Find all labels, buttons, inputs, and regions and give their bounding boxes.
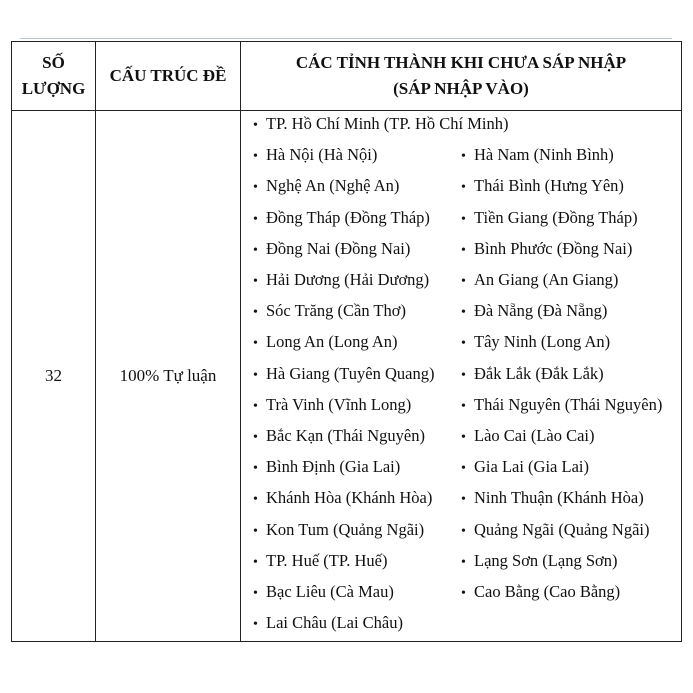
province-item	[461, 208, 638, 230]
bullet-icon: •	[461, 586, 466, 601]
province-item	[253, 176, 399, 198]
header-count-line2: LƯỢNG	[21, 79, 86, 98]
province-label: Khánh Hòa (Khánh Hòa)	[266, 488, 433, 508]
cell-count: 32	[12, 111, 96, 642]
province-label: Tây Ninh (Long An)	[474, 332, 611, 352]
header-provinces-line1: CÁC TỈNH THÀNH KHI CHƯA SÁP NHẬP	[295, 53, 627, 72]
bullet-icon: •	[253, 398, 258, 414]
header-provinces	[241, 42, 682, 111]
province-item	[461, 488, 644, 510]
province-item	[461, 239, 632, 261]
bullet-icon: •	[253, 180, 258, 196]
bullet-icon: •	[253, 336, 258, 352]
province-item	[461, 301, 607, 323]
province-label: Ninh Thuận (Khánh Hòa)	[474, 488, 644, 508]
bullet-icon: •	[461, 398, 466, 414]
bullet-icon: •	[461, 274, 466, 289]
bullet-icon: •	[461, 242, 466, 258]
bullet-icon: •	[461, 554, 466, 570]
bullet-icon: •	[461, 523, 466, 539]
province-label: Đà Nẵng (Đà Nẵng)	[474, 301, 608, 321]
province-item	[461, 426, 595, 448]
province-label: Đồng Tháp (Đồng Tháp)	[266, 207, 430, 227]
province-label: Thái Nguyên (Thái Nguyên)	[474, 394, 663, 414]
province-item	[461, 582, 620, 604]
province-label: Đắk Lắk (Đắk Lắk)	[474, 363, 604, 383]
province-label: Hà Nam (Ninh Bình)	[474, 145, 614, 165]
province-label: Bình Phước (Đồng Nai)	[474, 238, 633, 258]
province-label: Bắc Kạn (Thái Nguyên)	[266, 426, 425, 445]
province-label: Quảng Ngãi (Quảng Ngãi)	[474, 519, 650, 539]
province-label: Hà Giang (Tuyên Quang)	[266, 363, 435, 383]
province-item	[253, 426, 425, 448]
province-label: Lào Cai (Lào Cai)	[474, 426, 595, 445]
province-item	[461, 176, 624, 198]
province-label: Kon Tum (Quảng Ngãi)	[266, 519, 425, 539]
province-item	[253, 114, 509, 136]
bullet-icon: •	[461, 430, 466, 445]
header-count-line1: SỐ	[42, 53, 65, 72]
bullet-icon: •	[253, 617, 258, 633]
province-label: Bạc Liêu (Cà Mau)	[266, 582, 394, 601]
bullet-icon: •	[461, 180, 466, 196]
province-item	[253, 551, 387, 573]
province-item	[253, 457, 400, 479]
province-item	[253, 301, 406, 323]
bullet-icon: •	[253, 523, 258, 539]
bullet-icon: •	[253, 461, 258, 477]
top-divider	[20, 38, 672, 39]
province-item	[253, 145, 377, 167]
province-label: Lạng Sơn (Lạng Sơn)	[474, 550, 618, 570]
province-item	[253, 520, 424, 542]
province-label: Thái Bình (Hưng Yên)	[474, 176, 624, 196]
bullet-icon: •	[461, 149, 466, 165]
bullet-icon: •	[253, 274, 258, 289]
province-label: An Giang (An Giang)	[474, 270, 619, 289]
province-item	[253, 364, 435, 386]
province-label: Trà Vinh (Vĩnh Long)	[266, 394, 412, 414]
province-item	[461, 551, 617, 573]
bullet-icon: •	[253, 149, 258, 165]
province-item	[253, 395, 411, 417]
province-item	[253, 488, 432, 510]
province-list	[241, 111, 681, 641]
bullet-icon: •	[253, 211, 258, 227]
cell-provinces	[241, 111, 682, 642]
province-label: Sóc Trăng (Cần Thơ)	[266, 301, 406, 321]
bullet-icon: •	[461, 461, 466, 477]
province-label: Gia Lai (Gia Lai)	[474, 457, 589, 477]
cell-structure: 100% Tự luận	[96, 111, 241, 642]
bullet-icon: •	[461, 305, 466, 321]
province-label: Tiền Giang (Đồng Tháp)	[474, 207, 638, 227]
bullet-icon: •	[253, 118, 258, 133]
province-label: Đồng Nai (Đồng Nai)	[266, 238, 411, 258]
bullet-icon: •	[253, 242, 258, 258]
province-label: Bình Định (Gia Lai)	[266, 457, 401, 477]
bullet-icon: •	[253, 554, 258, 570]
province-label: Lai Châu (Lai Châu)	[266, 613, 403, 633]
province-label: Hải Dương (Hải Dương)	[266, 270, 430, 289]
bullet-icon: •	[461, 492, 466, 508]
province-table	[11, 41, 682, 642]
bullet-icon: •	[253, 586, 258, 601]
province-label: Cao Bằng (Cao Bằng)	[474, 582, 621, 601]
header-structure: CẤU TRÚC ĐỀ	[96, 42, 241, 111]
bullet-icon: •	[253, 492, 258, 508]
province-item	[461, 457, 589, 479]
province-label: TP. Huế (TP. Huế)	[266, 550, 388, 570]
bullet-icon: •	[461, 367, 466, 383]
province-item	[253, 332, 398, 354]
province-item	[461, 364, 604, 386]
province-item	[461, 395, 662, 417]
province-item	[461, 332, 610, 354]
province-item	[253, 208, 430, 230]
header-provinces-line2: (SÁP NHẬP VÀO)	[393, 79, 529, 98]
province-item	[253, 582, 394, 604]
data-row	[12, 111, 682, 642]
bullet-icon: •	[253, 367, 258, 383]
province-label: TP. Hồ Chí Minh (TP. Hồ Chí Minh)	[266, 114, 509, 133]
province-item	[461, 270, 618, 292]
province-item	[461, 520, 650, 542]
province-item	[253, 270, 429, 292]
bullet-icon: •	[253, 430, 258, 445]
header-count	[12, 42, 96, 111]
province-label: Hà Nội (Hà Nội)	[266, 145, 378, 165]
province-item	[253, 239, 410, 261]
province-label: Nghệ An (Nghệ An)	[266, 176, 400, 196]
bullet-icon: •	[253, 305, 258, 321]
province-item	[461, 145, 614, 167]
bullet-icon: •	[461, 211, 466, 227]
header-row	[12, 42, 682, 111]
province-item	[253, 613, 403, 635]
province-label: Long An (Long An)	[266, 332, 398, 352]
bullet-icon: •	[461, 336, 466, 352]
